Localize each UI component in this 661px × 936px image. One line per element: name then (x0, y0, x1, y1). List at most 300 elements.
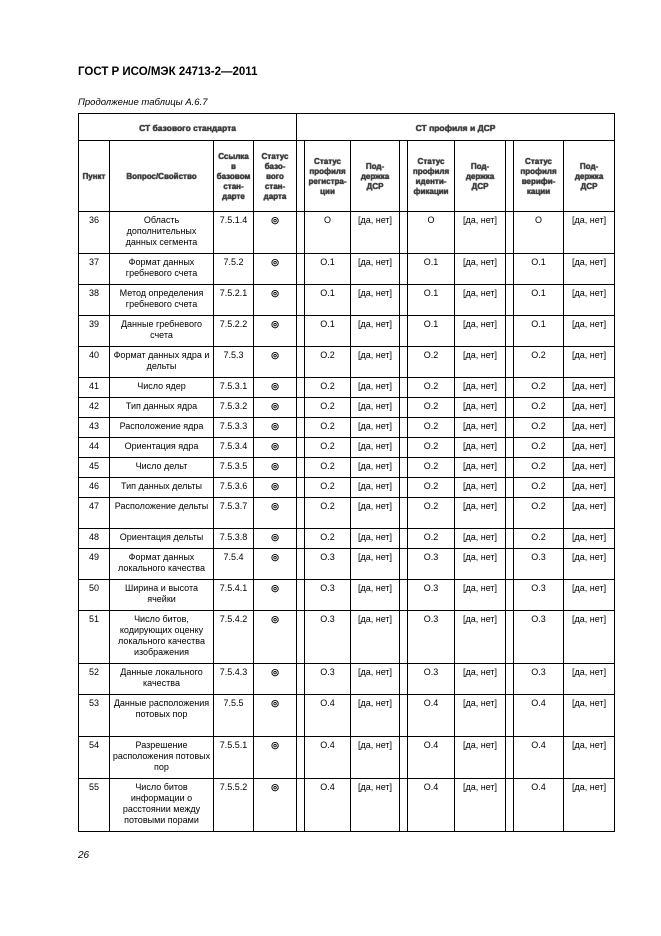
row-verification-support: [да, нет] (564, 580, 615, 611)
row-reference: 7.5.2 (214, 254, 254, 285)
row-item-number: 55 (79, 779, 110, 832)
row-reference: 7.5.5 (214, 695, 254, 737)
row-registration-status: O.4 (305, 695, 351, 737)
row-registration-support: [да, нет] (351, 478, 400, 498)
row-identification-support: [да, нет] (455, 549, 506, 580)
row-question: Ширина и высота ячейки (110, 580, 214, 611)
col-gap (297, 478, 305, 498)
row-question: Ориентация дельты (110, 529, 214, 549)
row-identification-support: [да, нет] (455, 664, 506, 695)
table-row (79, 418, 615, 438)
row-item-number: 37 (79, 254, 110, 285)
row-item-number: 41 (79, 378, 110, 398)
row-reference: 7.5.3.8 (214, 529, 254, 549)
col-gap (506, 580, 514, 611)
row-reference: 7.5.3.3 (214, 418, 254, 438)
col-gap (400, 141, 408, 212)
col-gap (506, 478, 514, 498)
col-gap (506, 737, 514, 779)
mandatory-symbol-icon: ◎ (271, 501, 279, 511)
row-verification-support: [да, нет] (564, 478, 615, 498)
row-identification-support: [да, нет] (455, 418, 506, 438)
col-gap (297, 458, 305, 478)
row-question: Формат данных ядра и дельты (110, 347, 214, 378)
col-gap (297, 141, 305, 212)
row-identification-support: [да, нет] (455, 611, 506, 664)
row-registration-status: O.3 (305, 611, 351, 664)
row-verification-support: [да, нет] (564, 378, 615, 398)
col-gap (400, 737, 408, 779)
col-gap (400, 498, 408, 529)
table-row (79, 458, 615, 478)
row-verification-status: O.1 (514, 254, 564, 285)
row-verification-status: O.1 (514, 285, 564, 316)
col-gap (506, 529, 514, 549)
row-reference: 7.5.4 (214, 549, 254, 580)
col-gap (506, 418, 514, 438)
row-item-number: 36 (79, 212, 110, 254)
table-row (79, 316, 615, 347)
row-registration-support: [да, нет] (351, 498, 400, 529)
col-gap (297, 549, 305, 580)
row-verification-status: O.4 (514, 779, 564, 832)
row-item-number: 44 (79, 438, 110, 458)
row-item-number: 54 (79, 737, 110, 779)
mandatory-symbol-icon: ◎ (271, 381, 279, 391)
row-verification-support: [да, нет] (564, 212, 615, 254)
row-identification-status: O.2 (408, 478, 455, 498)
col-gap (506, 398, 514, 418)
col-gap (506, 611, 514, 664)
row-verification-status: O.2 (514, 458, 564, 478)
col-header-identification-support: Под-держка ДСР (455, 141, 506, 212)
col-gap (400, 611, 408, 664)
row-identification-status: O.2 (408, 418, 455, 438)
table-row (79, 347, 615, 378)
row-verification-status: O.3 (514, 611, 564, 664)
row-identification-status: O.3 (408, 549, 455, 580)
row-base-status (254, 438, 297, 458)
mandatory-symbol-icon: ◎ (271, 614, 279, 624)
row-registration-support: [да, нет] (351, 779, 400, 832)
col-gap (506, 254, 514, 285)
row-registration-status: O.2 (305, 418, 351, 438)
row-identification-support: [да, нет] (455, 254, 506, 285)
col-header-verification-support: Под-держка ДСР (564, 141, 615, 212)
row-registration-support: [да, нет] (351, 398, 400, 418)
row-registration-status: O.2 (305, 498, 351, 529)
row-registration-status: O.3 (305, 664, 351, 695)
row-item-number: 45 (79, 458, 110, 478)
row-verification-status: O.2 (514, 498, 564, 529)
row-base-status (254, 664, 297, 695)
row-registration-status: O.2 (305, 529, 351, 549)
row-identification-support: [да, нет] (455, 580, 506, 611)
col-header-registration-support: Под-держка ДСР (351, 141, 400, 212)
row-reference: 7.5.4.1 (214, 580, 254, 611)
row-item-number: 49 (79, 549, 110, 580)
row-identification-status: O.1 (408, 316, 455, 347)
row-registration-support: [да, нет] (351, 549, 400, 580)
row-reference: 7.5.4.2 (214, 611, 254, 664)
row-item-number: 53 (79, 695, 110, 737)
document-title: ГОСТ Р ИСО/МЭК 24713-2—2011 (78, 66, 258, 78)
row-question: Данные расположения потовых пор (110, 695, 214, 737)
row-item-number: 51 (79, 611, 110, 664)
col-gap (506, 347, 514, 378)
group-header-profile-dsr: СТ профиля и ДСР (297, 114, 615, 141)
mandatory-symbol-icon: ◎ (271, 583, 279, 593)
row-registration-status: O.1 (305, 254, 351, 285)
row-identification-status: O.1 (408, 285, 455, 316)
row-registration-support: [да, нет] (351, 611, 400, 664)
table-continuation-caption: Продолжение таблицы А.6.7 (78, 97, 208, 108)
col-gap (297, 285, 305, 316)
table-row (79, 438, 615, 458)
mandatory-symbol-icon: ◎ (271, 401, 279, 411)
mandatory-symbol-icon: ◎ (271, 257, 279, 267)
row-verification-status: O.2 (514, 438, 564, 458)
row-base-status (254, 458, 297, 478)
row-registration-status: O.3 (305, 580, 351, 611)
table-row (79, 580, 615, 611)
mandatory-symbol-icon: ◎ (271, 782, 279, 792)
row-question: Число ядер (110, 378, 214, 398)
row-registration-status: O.2 (305, 378, 351, 398)
row-base-status (254, 549, 297, 580)
col-gap (297, 316, 305, 347)
row-base-status (254, 611, 297, 664)
row-item-number: 42 (79, 398, 110, 418)
row-reference: 7.5.3.5 (214, 458, 254, 478)
mandatory-symbol-icon: ◎ (271, 421, 279, 431)
row-verification-status: O.1 (514, 316, 564, 347)
row-reference: 7.5.3 (214, 347, 254, 378)
table-row (79, 478, 615, 498)
row-registration-status: O.2 (305, 347, 351, 378)
row-identification-support: [да, нет] (455, 212, 506, 254)
row-registration-status: O.3 (305, 549, 351, 580)
mandatory-symbol-icon: ◎ (271, 350, 279, 360)
row-question: Расположение дельты (110, 498, 214, 529)
row-identification-support: [да, нет] (455, 458, 506, 478)
row-identification-support: [да, нет] (455, 695, 506, 737)
col-gap (297, 529, 305, 549)
row-verification-status: O.4 (514, 695, 564, 737)
row-identification-status: O.4 (408, 695, 455, 737)
row-reference: 7.5.5.2 (214, 779, 254, 832)
col-gap (297, 254, 305, 285)
col-gap (297, 664, 305, 695)
col-gap (506, 141, 514, 212)
row-base-status (254, 285, 297, 316)
table-row (79, 285, 615, 316)
col-gap (297, 695, 305, 737)
row-registration-status: O.2 (305, 398, 351, 418)
table-row (79, 695, 615, 737)
mandatory-symbol-icon: ◎ (271, 319, 279, 329)
col-gap (297, 611, 305, 664)
col-gap (506, 664, 514, 695)
col-gap (400, 458, 408, 478)
row-registration-support: [да, нет] (351, 212, 400, 254)
row-verification-status: O.2 (514, 418, 564, 438)
row-identification-support: [да, нет] (455, 438, 506, 458)
row-verification-support: [да, нет] (564, 695, 615, 737)
row-registration-status: O.2 (305, 458, 351, 478)
row-identification-status: O.2 (408, 498, 455, 529)
row-item-number: 48 (79, 529, 110, 549)
row-identification-status: O.4 (408, 737, 455, 779)
mandatory-symbol-icon: ◎ (271, 698, 279, 708)
col-gap (506, 695, 514, 737)
row-verification-status: O.2 (514, 478, 564, 498)
row-identification-support: [да, нет] (455, 378, 506, 398)
table-row (79, 498, 615, 529)
col-gap (400, 438, 408, 458)
col-gap (297, 347, 305, 378)
col-gap (506, 438, 514, 458)
row-identification-status: O.2 (408, 438, 455, 458)
col-gap (297, 378, 305, 398)
col-gap (400, 212, 408, 254)
row-base-status (254, 418, 297, 438)
row-registration-support: [да, нет] (351, 580, 400, 611)
row-item-number: 46 (79, 478, 110, 498)
row-base-status (254, 254, 297, 285)
row-reference: 7.5.3.6 (214, 478, 254, 498)
row-question: Данные локального качества (110, 664, 214, 695)
mandatory-symbol-icon: ◎ (271, 532, 279, 542)
row-verification-support: [да, нет] (564, 779, 615, 832)
row-item-number: 43 (79, 418, 110, 438)
row-verification-status: O.2 (514, 398, 564, 418)
row-base-status (254, 378, 297, 398)
row-identification-status: O.2 (408, 529, 455, 549)
col-gap (400, 398, 408, 418)
col-gap (400, 378, 408, 398)
row-item-number: 52 (79, 664, 110, 695)
col-gap (400, 254, 408, 285)
row-reference: 7.5.3.2 (214, 398, 254, 418)
col-header-identification-status: Статус профиля иденти-фикации (408, 141, 455, 212)
row-registration-support: [да, нет] (351, 418, 400, 438)
row-verification-status: O.3 (514, 549, 564, 580)
table-row (79, 254, 615, 285)
col-gap (506, 378, 514, 398)
row-item-number: 39 (79, 316, 110, 347)
row-base-status (254, 347, 297, 378)
row-verification-support: [да, нет] (564, 737, 615, 779)
col-gap (400, 695, 408, 737)
row-question: Расположение ядра (110, 418, 214, 438)
row-reference: 7.5.1.4 (214, 212, 254, 254)
table-row (79, 378, 615, 398)
row-verification-status: O.2 (514, 529, 564, 549)
row-question: Метод определения гребневого счета (110, 285, 214, 316)
col-gap (400, 779, 408, 832)
row-reference: 7.5.5.1 (214, 737, 254, 779)
row-base-status (254, 212, 297, 254)
row-identification-support: [да, нет] (455, 316, 506, 347)
mandatory-symbol-icon: ◎ (271, 215, 279, 225)
row-registration-status: O (305, 212, 351, 254)
row-item-number: 47 (79, 498, 110, 529)
col-gap (400, 580, 408, 611)
row-reference: 7.5.2.2 (214, 316, 254, 347)
row-registration-support: [да, нет] (351, 285, 400, 316)
mandatory-symbol-icon: ◎ (271, 552, 279, 562)
row-registration-status: O.4 (305, 779, 351, 832)
table-row (79, 212, 615, 254)
row-base-status (254, 398, 297, 418)
row-base-status (254, 779, 297, 832)
row-verification-support: [да, нет] (564, 254, 615, 285)
row-verification-status: O.2 (514, 378, 564, 398)
row-question: Число битов информации о расстоянии между потовыми порами (110, 779, 214, 832)
page-number: 26 (78, 850, 90, 861)
row-registration-support: [да, нет] (351, 378, 400, 398)
row-identification-status: O.3 (408, 664, 455, 695)
row-registration-status: O.2 (305, 438, 351, 458)
row-identification-status: O.2 (408, 398, 455, 418)
row-identification-status: O.3 (408, 580, 455, 611)
row-verification-support: [да, нет] (564, 498, 615, 529)
row-registration-support: [да, нет] (351, 347, 400, 378)
row-base-status (254, 478, 297, 498)
row-item-number: 50 (79, 580, 110, 611)
row-verification-support: [да, нет] (564, 664, 615, 695)
col-gap (400, 664, 408, 695)
mandatory-symbol-icon: ◎ (271, 740, 279, 750)
table-row (79, 664, 615, 695)
row-verification-status: O.3 (514, 580, 564, 611)
col-gap (506, 498, 514, 529)
row-verification-status: O (514, 212, 564, 254)
row-question: Ориентация ядра (110, 438, 214, 458)
row-question: Разрешение расположения потовых пор (110, 737, 214, 779)
table-row (79, 529, 615, 549)
col-header-ref: Ссылка в базовом стан-дарте (214, 141, 254, 212)
col-gap (297, 418, 305, 438)
row-verification-support: [да, нет] (564, 316, 615, 347)
col-gap (297, 398, 305, 418)
row-reference: 7.5.3.4 (214, 438, 254, 458)
mandatory-symbol-icon: ◎ (271, 441, 279, 451)
col-gap (297, 737, 305, 779)
col-gap (297, 438, 305, 458)
mandatory-symbol-icon: ◎ (271, 667, 279, 677)
col-gap (400, 549, 408, 580)
col-gap (506, 285, 514, 316)
col-header-item: Пункт (79, 141, 110, 212)
col-header-base-status: Статус базо-вого стан-дарта (254, 141, 297, 212)
row-registration-support: [да, нет] (351, 695, 400, 737)
row-verification-support: [да, нет] (564, 529, 615, 549)
row-identification-status: O.2 (408, 378, 455, 398)
row-base-status (254, 498, 297, 529)
row-registration-support: [да, нет] (351, 737, 400, 779)
row-base-status (254, 695, 297, 737)
col-gap (297, 498, 305, 529)
col-header-verification-status: Статус профиля верифи-кации (514, 141, 564, 212)
row-verification-status: O.4 (514, 737, 564, 779)
conformance-table (78, 113, 615, 832)
table-row (79, 779, 615, 832)
row-verification-status: O.2 (514, 347, 564, 378)
row-identification-support: [да, нет] (455, 347, 506, 378)
col-gap (400, 418, 408, 438)
row-registration-status: O.2 (305, 478, 351, 498)
row-question: Тип данных ядра (110, 398, 214, 418)
col-gap (400, 285, 408, 316)
row-identification-status: O.1 (408, 254, 455, 285)
col-gap (506, 458, 514, 478)
row-verification-support: [да, нет] (564, 438, 615, 458)
row-registration-status: O.1 (305, 316, 351, 347)
col-header-question: Вопрос/Свойство (110, 141, 214, 212)
row-question: Данные гребневого счета (110, 316, 214, 347)
row-base-status (254, 529, 297, 549)
row-identification-support: [да, нет] (455, 779, 506, 832)
row-verification-support: [да, нет] (564, 418, 615, 438)
table-row (79, 398, 615, 418)
row-verification-support: [да, нет] (564, 458, 615, 478)
row-question: Формат данных гребневого счета (110, 254, 214, 285)
row-reference: 7.5.4.3 (214, 664, 254, 695)
col-header-registration-status: Статус профиля регистра-ции (305, 141, 351, 212)
col-gap (506, 779, 514, 832)
row-verification-status: O.3 (514, 664, 564, 695)
col-gap (400, 347, 408, 378)
row-registration-status: O.1 (305, 285, 351, 316)
col-gap (297, 580, 305, 611)
row-identification-support: [да, нет] (455, 498, 506, 529)
row-base-status (254, 580, 297, 611)
row-identification-support: [да, нет] (455, 398, 506, 418)
row-identification-support: [да, нет] (455, 529, 506, 549)
row-verification-support: [да, нет] (564, 549, 615, 580)
col-gap (400, 529, 408, 549)
table-row (79, 611, 615, 664)
col-gap (400, 478, 408, 498)
row-registration-support: [да, нет] (351, 316, 400, 347)
col-gap (400, 316, 408, 347)
row-question: Формат данных локального качества (110, 549, 214, 580)
row-question: Число дельт (110, 458, 214, 478)
row-registration-support: [да, нет] (351, 254, 400, 285)
row-item-number: 40 (79, 347, 110, 378)
col-gap (297, 779, 305, 832)
row-identification-support: [да, нет] (455, 285, 506, 316)
row-identification-status: O (408, 212, 455, 254)
mandatory-symbol-icon: ◎ (271, 461, 279, 471)
row-item-number: 38 (79, 285, 110, 316)
row-base-status (254, 316, 297, 347)
row-question: Тип данных дельты (110, 478, 214, 498)
row-question: Число битов, кодирующих оценку локального качества изображения (110, 611, 214, 664)
table-row (79, 737, 615, 779)
row-base-status (254, 737, 297, 779)
row-identification-status: O.4 (408, 779, 455, 832)
col-gap (506, 549, 514, 580)
row-identification-status: O.2 (408, 347, 455, 378)
mandatory-symbol-icon: ◎ (271, 288, 279, 298)
row-registration-support: [да, нет] (351, 664, 400, 695)
row-registration-support: [да, нет] (351, 458, 400, 478)
row-identification-support: [да, нет] (455, 478, 506, 498)
group-header-base-standard: СТ базового стандарта (79, 114, 297, 141)
